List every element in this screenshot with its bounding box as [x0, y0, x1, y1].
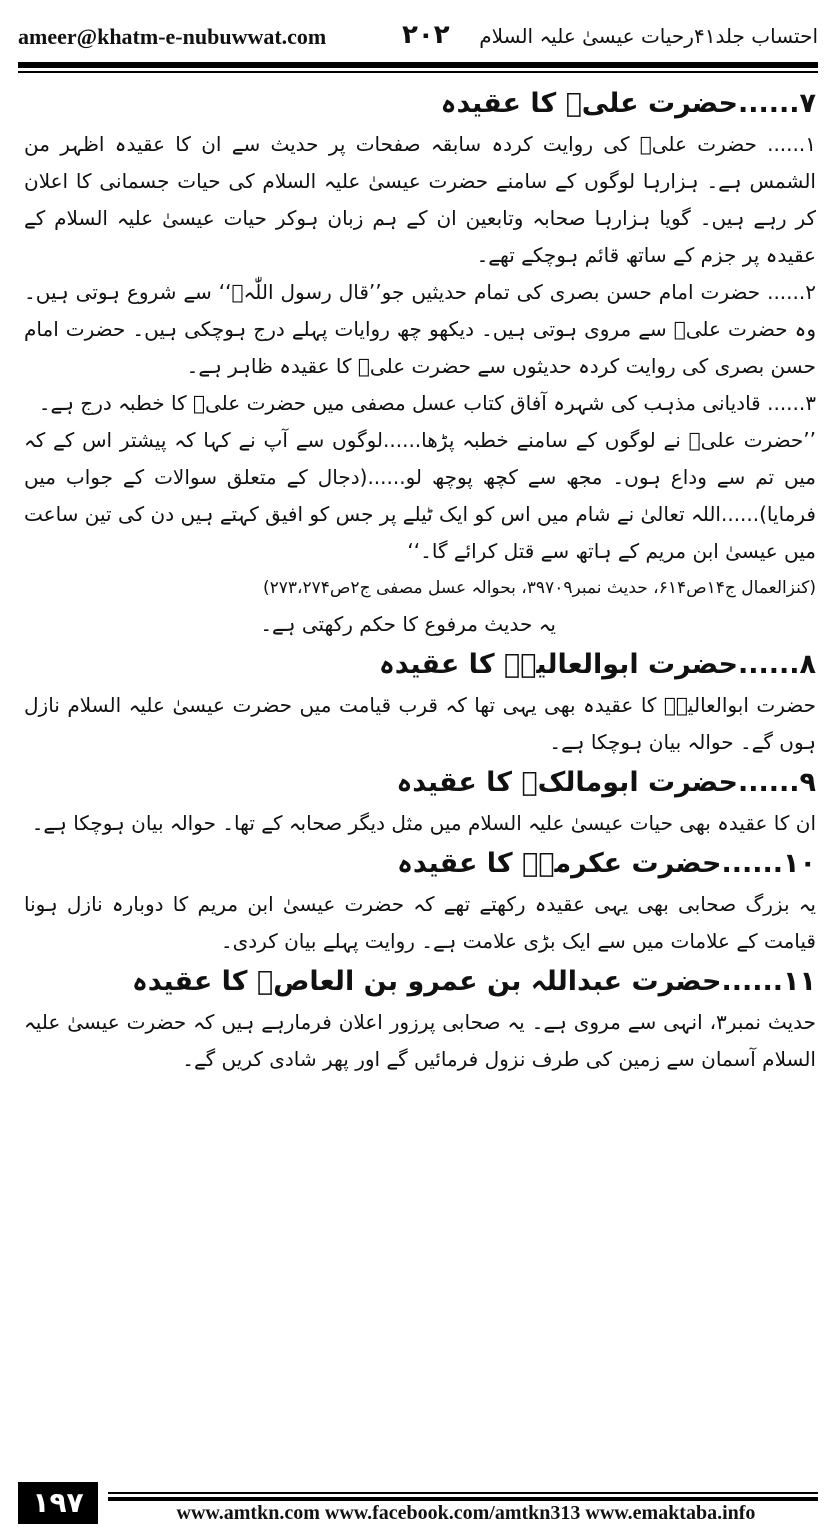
- header-rule-thick: [18, 62, 818, 68]
- footer-links: www.amtkn.com www.facebook.com/amtkn313 www.emaktaba.info: [176, 1502, 756, 1524]
- page-header: [18, 10, 818, 60]
- header-rule-thin: [18, 71, 818, 73]
- paragraph: ان کا عقیدہ بھی حیات عیسیٰ علیہ السلام میں مثل دیگر صحابہ کے تھا۔ حوالہ بیان ہوچکا ہے۔: [31, 811, 816, 835]
- section-heading-10: ۱۰......حضرت عکرمہؒ کا عقیدہ: [397, 848, 816, 879]
- page-content: [24, 82, 816, 1078]
- section-heading-7: ۷......حضرت علیؓ کا عقیدہ: [440, 88, 816, 119]
- section-heading-8: ۸......حضرت ابوالعالیہؒ کا عقیدہ: [378, 649, 816, 680]
- header-page-number: ۲۰۲: [402, 20, 450, 50]
- paragraph: حدیث نمبر۳، انہی سے مروی ہے۔ یہ صحابی پرزور اعلان فرمارہے ہیں کہ حضرت عیسیٰ علیہ السلام آسمان سے زمین کی طرف نزول فرمائیں گے اور پھر شادی کریں گے۔: [24, 1010, 816, 1071]
- paragraph: ۱...... حضرت علیؓ کی روایت کردہ سابقہ صفحات پر حدیث سے ان کا عقیدہ اظہر من الشمس ہے۔ ہزارہا لوگوں کے سامنے حضرت عیسیٰ علیہ السلام کی حیات جسمانی کا اعلان کر رہے ہیں۔ گویا ہزارہا صحابہ وتابعین ان کے ہم زبان ہوکر حیات عیسیٰ علیہ السلام کے عقیدہ پر جزم کے ساتھ قائم ہوچکے تھے۔: [24, 132, 816, 267]
- paragraph: ۲...... حضرت امام حسن بصری کی تمام حدیثیں جو’’قال رسول اللّٰہﷺ‘‘ سے شروع ہوتی ہیں۔ وہ حضرت علیؓ سے مروی ہوتی ہیں۔ دیکھو چھ روایات پہلے درج ہوچکی ہیں۔ حضرت امام حسن بصری کی روایت کردہ حدیثوں سے حضرت علیؓ کا عقیدہ ظاہر ہے۔: [24, 280, 816, 378]
- quote-paragraph: ’’حضرت علیؓ نے لوگوں کے سامنے خطبہ پڑھا......لوگوں سے آپ نے کہا کہ پیشتر اس کے کہ میں تم سے وداع ہوں۔ مجھ سے کچھ پوچھ لو......(دجال کے متعلق سوالات کے جواب میں فرمایا)......اللہ تعالیٰ نے شام میں اس کو ایک ٹیلے پر جس کو افیق کہتے ہیں دن کی تین ساعت میں عیسیٰ ابن مریم کے ہاتھ سے قتل کرائے گا۔‘‘: [24, 428, 816, 563]
- footer-rule: [108, 1492, 818, 1494]
- paragraph: ۳...... قادیانی مذہب کی شہرہ آفاق کتاب عسل مصفی میں حضرت علیؓ کا خطبہ درج ہے۔: [38, 391, 816, 415]
- page-footer: [18, 1482, 818, 1526]
- section-heading-9: ۹......حضرت ابومالکؒ کا عقیدہ: [396, 767, 816, 798]
- paragraph: حضرت ابوالعالیہؒ کا عقیدہ بھی یہی تھا کہ قرب قیامت میں حضرت عیسیٰ علیہ السلام نازل ہوں گے۔ حوالہ بیان ہوچکا ہے۔: [24, 693, 816, 754]
- footer-page-number: ۱۹۷: [18, 1482, 98, 1524]
- header-book-title: احتساب جلد۴۱رحیات عیسیٰ علیہ السلام: [479, 24, 818, 48]
- paragraph: یہ حدیث مرفوع کا حکم رکھتی ہے۔: [260, 612, 556, 636]
- section-heading-11: ۱۱......حضرت عبداللہ بن عمرو بن العاصؓ کا عقیدہ: [131, 966, 816, 997]
- footer-rule-thick: [108, 1497, 818, 1501]
- paragraph: یہ بزرگ صحابی بھی یہی عقیدہ رکھتے تھے کہ حضرت عیسیٰ ابن مریم کا دوبارہ نازل ہونا قیامت کے علامات میں سے ایک بڑی علامت ہے۔ روایت پہلے بیان کردی۔: [24, 892, 816, 953]
- reference-citation: (کنزالعمال ج۱۴ص۶۱۴، حدیث نمبر۳۹۷۰۹، بحوالہ عسل مصفی ج۲ص۲۷۳،۲۷۴): [262, 578, 816, 598]
- header-email: ameer@khatm-e-nubuwwat.com: [18, 24, 327, 49]
